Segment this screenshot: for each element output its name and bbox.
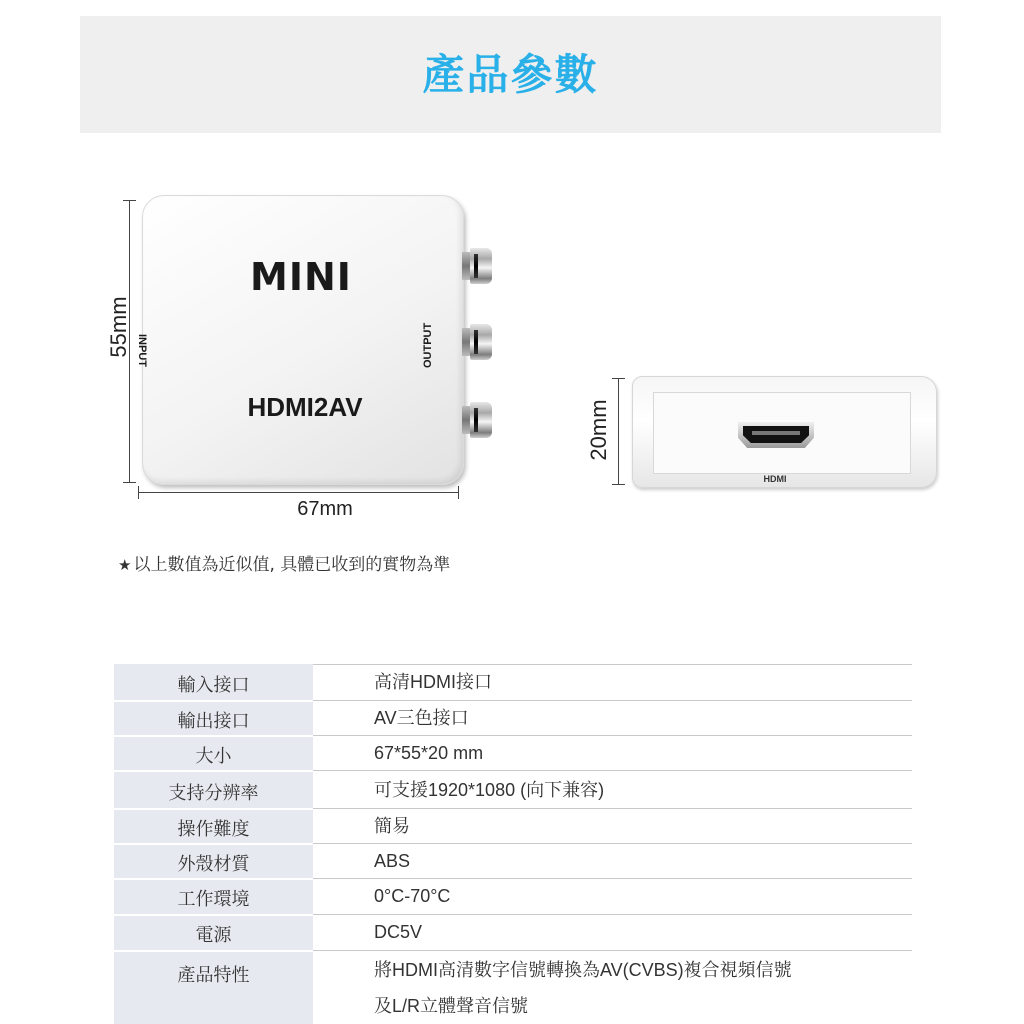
page-title: 產品參數 (422, 50, 599, 99)
spec-value: 可支援1920*1080 (向下兼容) (374, 780, 605, 800)
thickness-dimension-label: 20mm (586, 399, 611, 461)
spec-row (114, 914, 912, 950)
spec-value: 高清HDMI接口 (374, 672, 492, 692)
rca-connector-top (462, 246, 494, 286)
converter-front-view (142, 195, 464, 485)
width-dimension-tick-right (458, 486, 459, 499)
height-dimension-label: 55mm (106, 296, 131, 358)
note-text: 以上數值為近似值, 具體已收到的實物為準 (133, 555, 451, 575)
thickness-dimension-tick-bottom (612, 484, 625, 485)
rca-connector-middle (462, 322, 494, 362)
spec-row (114, 700, 912, 735)
spec-value: DC5V (374, 922, 423, 942)
spec-row (114, 664, 912, 700)
spec-label: 大小 (195, 746, 232, 767)
width-dimension-label: 67mm (297, 498, 353, 520)
spec-row (114, 950, 912, 1024)
width-dimension-line (138, 492, 459, 493)
star-icon: ★ (118, 556, 132, 574)
input-port-label: INPUT (136, 334, 148, 367)
spec-label: 輸入接口 (177, 675, 250, 696)
spec-value: 簡易 (374, 816, 410, 836)
hdmi-port-label: HDMI (763, 474, 787, 484)
spec-label: 支持分辨率 (168, 783, 259, 804)
spec-label: 外殼材質 (177, 854, 250, 875)
spec-label: 輸出接口 (177, 711, 250, 732)
spec-label: 工作環境 (177, 889, 250, 910)
spec-value-continued: 及L/R立體聲音信號 (374, 996, 529, 1016)
spec-row (114, 770, 912, 808)
spec-value: 0°C-70°C (374, 886, 451, 906)
header-band (80, 16, 941, 133)
height-dimension-tick-bottom (123, 482, 136, 483)
output-port-label: OUTPUT (422, 322, 434, 368)
width-dimension-tick-left (138, 486, 139, 499)
spec-value: 將HDMI高清數字信號轉換為AV(CVBS)複合視頻信號 (374, 960, 792, 980)
model-label: HDMI2AV (247, 392, 363, 422)
rca-connector-bottom (462, 400, 494, 440)
spec-row (114, 878, 912, 914)
height-dimension-tick-top (123, 200, 136, 201)
approximation-note (118, 550, 450, 575)
spec-value: AV三色接口 (374, 708, 469, 728)
spec-value: ABS (374, 851, 411, 871)
spec-row (114, 843, 912, 878)
brand-label: MINI (250, 255, 352, 299)
hdmi-port-pins (752, 431, 800, 435)
spec-row (114, 808, 912, 843)
spec-row (114, 735, 912, 770)
thickness-dimension-tick-top (612, 378, 625, 379)
spec-label: 電源 (195, 925, 232, 946)
spec-label: 產品特性 (177, 965, 250, 986)
spec-value: 67*55*20 mm (374, 743, 484, 763)
thickness-dimension-line (618, 378, 619, 485)
spec-label: 操作難度 (177, 819, 250, 840)
